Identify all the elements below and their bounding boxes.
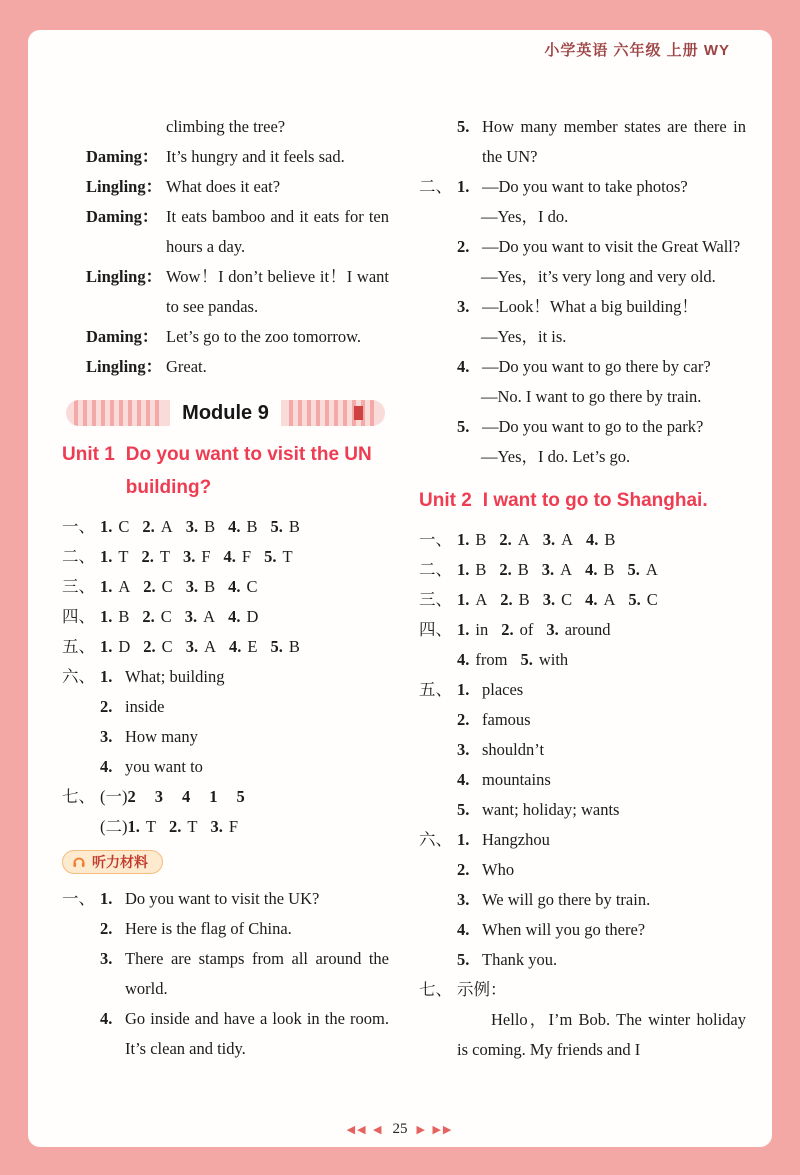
- item-answer: B: [475, 560, 487, 579]
- item-answer: B: [604, 530, 616, 549]
- item-text: When will you go there?: [482, 920, 646, 939]
- answer-item: [585, 555, 614, 585]
- item-number: 5.: [520, 650, 533, 669]
- section-label: 三、: [62, 577, 95, 596]
- answer-row: [419, 645, 746, 675]
- item-number: 2.: [142, 607, 155, 626]
- answer-item: [270, 632, 299, 662]
- section-label: 二、: [419, 560, 452, 579]
- answer-subitem: [62, 692, 389, 722]
- section-label: 四、: [419, 620, 452, 639]
- item-answer: D: [246, 607, 259, 626]
- item-answer: T: [145, 817, 156, 836]
- answer-row: [419, 525, 746, 555]
- item-number: 2.: [142, 517, 155, 536]
- answer-response: —No. I want to go there by train.: [481, 387, 702, 406]
- item-number: 3.: [210, 817, 223, 836]
- dialogue-text: Let’s go to the zoo tomorrow.: [166, 327, 362, 346]
- item-text: Thank you.: [482, 950, 558, 969]
- answer-subitem: [62, 752, 389, 782]
- item-text: —Do you want to go to the park?: [482, 417, 704, 436]
- item-number: 1.: [457, 680, 470, 699]
- item-number: 3.: [457, 890, 470, 909]
- module-banner: [66, 400, 385, 426]
- item-text: 示例：: [457, 980, 507, 999]
- answer-paragraph: Hello，I’m Bob. The winter holiday is coming. My friends and I: [457, 1010, 746, 1059]
- item-answer: A: [645, 560, 658, 579]
- item-answer: B: [204, 517, 216, 536]
- item-answer: B: [475, 530, 487, 549]
- section-label: 六、: [62, 667, 95, 686]
- item-text: Here is the flag of China.: [125, 919, 292, 938]
- speaker-name: Daming：: [86, 327, 159, 346]
- item-number: 1.: [127, 817, 140, 836]
- section-label: 一、: [419, 530, 452, 549]
- item-number: 5.: [457, 117, 470, 136]
- item-number: 3.: [542, 530, 556, 549]
- answer-item: [143, 572, 172, 602]
- item-number: 5.: [457, 417, 470, 436]
- answer-row: [419, 975, 746, 1005]
- item-number: 4.: [100, 1009, 113, 1028]
- item-text: There are stamps from all around the world.: [125, 949, 389, 998]
- left-column: [62, 112, 389, 1107]
- answer-item: [183, 542, 211, 572]
- answer-item: [186, 632, 216, 662]
- item-answer: T: [187, 817, 198, 836]
- answer-item: [142, 512, 172, 542]
- item-text: famous: [482, 710, 531, 729]
- answer-item: [143, 632, 172, 662]
- answer-item: [542, 555, 572, 585]
- item-answer: B: [517, 560, 529, 579]
- dialogue-line: [62, 352, 389, 382]
- listening-badge: [62, 850, 163, 874]
- answer-subitem: [419, 945, 746, 975]
- item-answer: from: [475, 650, 508, 669]
- item-number: 2.: [143, 577, 156, 596]
- answer-item: [142, 602, 171, 632]
- answer-item: [500, 585, 529, 615]
- answer-item: [586, 525, 615, 555]
- item-answer: B: [118, 607, 130, 626]
- answer-item: [457, 615, 488, 645]
- answer-response: —Yes，I do. Let’s go.: [481, 447, 631, 466]
- item-number: 2.: [168, 817, 182, 836]
- answer-group-prefix: (一): [100, 787, 128, 806]
- answer-subitem: [419, 232, 746, 262]
- answer-item: [457, 585, 487, 615]
- answer-item: [585, 585, 615, 615]
- answer-item: [520, 645, 568, 675]
- item-answer: in: [475, 620, 489, 639]
- dialogue-line: [62, 262, 389, 322]
- answer-item: [141, 542, 169, 572]
- item-number: 3.: [541, 560, 555, 579]
- answer-item: [210, 812, 238, 842]
- answer-item: [264, 542, 292, 572]
- item-number: 4.: [228, 577, 241, 596]
- dialogue-line: [62, 322, 389, 352]
- answer-row: [62, 572, 389, 602]
- answer-row: [62, 602, 389, 632]
- answer-item: [628, 585, 657, 615]
- item-answer: F: [241, 547, 252, 566]
- content-columns: [28, 30, 772, 1107]
- item-answer: A: [560, 560, 573, 579]
- answer-subitem: [62, 722, 389, 752]
- unit-title: [62, 438, 389, 504]
- section-label: 二、: [62, 547, 95, 566]
- item-number: 2.: [457, 710, 470, 729]
- item-number: 4.: [223, 547, 236, 566]
- item-answer: B: [603, 560, 615, 579]
- item-number: 3.: [457, 740, 470, 759]
- item-number: 5.: [627, 560, 640, 579]
- item-answer: with: [538, 650, 569, 669]
- item-answer: A: [204, 637, 216, 656]
- answer-item: [128, 782, 142, 812]
- answer-subitem: [62, 944, 389, 1004]
- answer-subitem: [419, 855, 746, 885]
- item-text: Who: [482, 860, 515, 879]
- item-number: 3.: [542, 590, 556, 609]
- answer-item: [546, 615, 610, 645]
- item-text: What; building: [125, 667, 225, 686]
- answer-subitem: [419, 885, 746, 915]
- item-number: 4.: [457, 357, 470, 376]
- item-number: 3.: [185, 577, 199, 596]
- item-number: 3.: [185, 517, 199, 536]
- item-answer: A: [517, 530, 530, 549]
- section-label: 六、: [419, 830, 452, 849]
- item-text: you want to: [125, 757, 203, 776]
- item-text: inside: [125, 697, 165, 716]
- answer-subitem: [419, 765, 746, 795]
- item-number: 2.: [100, 697, 113, 716]
- answer-row: [62, 812, 389, 842]
- answer-item: [228, 512, 257, 542]
- answer-item: [499, 525, 529, 555]
- item-text: How many: [125, 727, 198, 746]
- item-number: 1.: [457, 620, 470, 639]
- answer-subitem: [419, 735, 746, 765]
- item-number: 5: [236, 787, 245, 806]
- item-number: 4.: [585, 590, 598, 609]
- section-label: 五、: [62, 637, 95, 656]
- unit-title-text: Do you want to visit the UN building?: [125, 444, 372, 498]
- answer-row: [419, 675, 746, 705]
- answer-response: —Yes，it’s very long and very old.: [481, 267, 716, 286]
- item-answer: C: [160, 607, 172, 626]
- item-number: 1.: [100, 889, 113, 908]
- item-number: 1.: [457, 177, 470, 196]
- answer-item: [100, 632, 130, 662]
- item-number: 4: [182, 787, 191, 806]
- answer-subitem: [419, 112, 746, 172]
- item-text: Do you want to visit the UK?: [125, 889, 320, 908]
- speaker-name: Lingling：: [86, 267, 163, 286]
- item-number: 1.: [100, 637, 113, 656]
- answer-item: [543, 525, 573, 555]
- answer-item: [457, 525, 486, 555]
- item-number: 2: [127, 787, 136, 806]
- item-answer: A: [475, 590, 488, 609]
- book-header: 小学英语 六年级 上册 WY: [544, 42, 730, 59]
- item-number: 3.: [185, 637, 199, 656]
- next-arrows-icon: ▶ ▶▶: [416, 1123, 454, 1136]
- answer-item: [186, 512, 215, 542]
- item-number: 1.: [100, 517, 113, 536]
- item-number: 1.: [100, 547, 113, 566]
- item-text: —Do you want to take photos?: [482, 177, 688, 196]
- item-answer: around: [564, 620, 611, 639]
- item-number: 5.: [264, 547, 277, 566]
- item-number: 2.: [501, 620, 514, 639]
- banner-stripes-left: [74, 400, 162, 426]
- item-number: 1.: [100, 667, 113, 686]
- item-number: 1.: [100, 577, 113, 596]
- unit-number: Unit 1: [62, 444, 115, 465]
- dialogue-text: Wow！I don’t believe it！I want to see pandas.: [166, 267, 389, 316]
- item-number: 2.: [499, 560, 512, 579]
- item-number: 1.: [457, 530, 470, 549]
- answer-subitem: [419, 292, 746, 322]
- section-label: 七、: [419, 980, 452, 999]
- answer-response: —Yes，it is.: [481, 327, 567, 346]
- dialogue-text: What does it eat?: [166, 177, 281, 196]
- item-number: 4.: [585, 530, 599, 549]
- answer-row: [419, 172, 746, 202]
- right-column: [419, 112, 746, 1107]
- answer-subitem: [419, 412, 746, 442]
- answer-subitem: [419, 915, 746, 945]
- answer-row: [419, 615, 746, 645]
- item-number: 1.: [457, 590, 470, 609]
- unit-title: [419, 484, 746, 517]
- item-text: want; holiday; wants: [482, 800, 620, 819]
- item-answer: B: [288, 637, 300, 656]
- item-answer: B: [288, 517, 300, 536]
- answer-item: [237, 782, 251, 812]
- answer-item: [270, 512, 299, 542]
- item-answer: E: [247, 637, 258, 656]
- section-label: 五、: [419, 680, 452, 699]
- item-text: shouldn’t: [482, 740, 545, 759]
- item-number: 3.: [546, 620, 559, 639]
- item-number: 2.: [457, 237, 470, 256]
- item-number: 3.: [100, 949, 113, 968]
- answer-item: [169, 812, 197, 842]
- section-label: 一、: [62, 517, 95, 536]
- item-text: places: [482, 680, 524, 699]
- answer-row: [62, 662, 389, 692]
- unit-number: Unit 2: [419, 490, 472, 511]
- dialogue-text: It eats bamboo and it eats for ten hours a day.: [166, 207, 389, 256]
- speaker-name: Lingling：: [86, 357, 163, 376]
- item-number: 2.: [100, 919, 113, 938]
- answer-item: [228, 602, 258, 632]
- section-label: 四、: [62, 607, 95, 626]
- item-number: 2.: [500, 590, 513, 609]
- item-number: 3.: [182, 547, 196, 566]
- item-answer: C: [246, 577, 258, 596]
- item-number: 1.: [100, 607, 113, 626]
- item-answer: F: [228, 817, 238, 836]
- item-answer: C: [646, 590, 658, 609]
- answer-item: [224, 542, 252, 572]
- answer-row: [419, 585, 746, 615]
- answer-row: [62, 512, 389, 542]
- banner-stripes-right: [289, 400, 377, 426]
- answer-item: [186, 572, 215, 602]
- item-number: 3: [154, 787, 163, 806]
- item-number: 3.: [184, 607, 198, 626]
- answer-item: [627, 555, 657, 585]
- module-title: Module 9: [170, 400, 281, 426]
- answer-subitem: [62, 1004, 389, 1064]
- item-number: 2.: [499, 530, 512, 549]
- answer-item: [229, 632, 257, 662]
- item-number: 4.: [228, 637, 242, 656]
- page-sheet: [28, 30, 772, 1147]
- item-number: 5.: [628, 590, 641, 609]
- answer-group-prefix: (二): [100, 817, 128, 836]
- headphones-icon: [72, 855, 86, 869]
- answer-item: [100, 542, 128, 572]
- item-answer: T: [282, 547, 293, 566]
- item-number: 4.: [457, 920, 470, 939]
- item-number: 1.: [457, 560, 470, 579]
- page-footer: [28, 1121, 772, 1138]
- answer-item: [543, 585, 572, 615]
- item-text: —Look！What a big building！: [482, 297, 698, 316]
- answer-item: [182, 782, 196, 812]
- answer-response: —Yes，I do.: [481, 207, 569, 226]
- item-answer: A: [203, 607, 216, 626]
- item-number: 5.: [457, 950, 470, 969]
- item-answer: A: [118, 577, 131, 596]
- item-answer: C: [161, 577, 173, 596]
- item-answer: B: [204, 577, 216, 596]
- answer-item: [100, 512, 129, 542]
- item-number: 2.: [143, 637, 156, 656]
- answer-row: [62, 782, 389, 812]
- answer-item: [228, 572, 257, 602]
- item-number: 3.: [457, 297, 470, 316]
- item-text: mountains: [482, 770, 551, 789]
- item-answer: B: [518, 590, 530, 609]
- answer-item: [128, 812, 156, 842]
- item-number: 4.: [100, 757, 113, 776]
- item-answer: of: [519, 620, 534, 639]
- item-number: 5.: [270, 517, 283, 536]
- item-number: 2.: [141, 547, 154, 566]
- speaker-name: Lingling：: [86, 177, 163, 196]
- answer-item: [457, 645, 507, 675]
- item-text: Hangzhou: [482, 830, 550, 849]
- answer-row: [419, 825, 746, 855]
- answer-row: [62, 884, 389, 914]
- dialogue-line: [62, 202, 389, 262]
- dialogue-text: Great.: [166, 357, 207, 376]
- item-number: 4.: [457, 770, 470, 789]
- item-text: We will go there by train.: [482, 890, 651, 909]
- dialogue-line: [62, 172, 389, 202]
- item-answer: T: [118, 547, 129, 566]
- unit-title-text: I want to go to Shanghai.: [482, 490, 708, 511]
- answer-item: [501, 615, 533, 645]
- item-answer: F: [201, 547, 211, 566]
- banner-end-mark: [354, 406, 363, 420]
- item-number: 4.: [457, 650, 470, 669]
- page-number: 25: [392, 1121, 408, 1137]
- item-number: 5.: [270, 637, 283, 656]
- speaker-name: Daming：: [86, 147, 159, 166]
- item-number: 1.: [457, 830, 470, 849]
- item-text: How many member states are there in the UN?: [482, 117, 746, 166]
- item-number: 3.: [100, 727, 113, 746]
- answer-subitem: [62, 914, 389, 944]
- answer-item: [155, 782, 169, 812]
- item-answer: C: [561, 590, 573, 609]
- item-answer: D: [118, 637, 131, 656]
- item-answer: T: [159, 547, 170, 566]
- answer-item: [457, 555, 486, 585]
- answer-item: [100, 572, 130, 602]
- item-number: 5.: [457, 800, 470, 819]
- answer-row: [419, 555, 746, 585]
- answer-row: [62, 632, 389, 662]
- item-text: —Do you want to visit the Great Wall?: [482, 237, 741, 256]
- answer-subitem: [419, 705, 746, 735]
- speaker-name: Daming：: [86, 207, 159, 226]
- item-number: 4.: [585, 560, 598, 579]
- answer-item: [209, 782, 223, 812]
- item-text: Go inside and have a look in the room. It’s clean and tidy.: [125, 1009, 389, 1058]
- item-number: 2.: [457, 860, 470, 879]
- item-answer: B: [246, 517, 258, 536]
- answer-row: [62, 542, 389, 572]
- dialogue-line: [62, 142, 389, 172]
- item-answer: C: [161, 637, 173, 656]
- dialogue-continuation: climbing the tree?: [166, 117, 286, 136]
- item-number: 4.: [228, 517, 241, 536]
- item-number: 4.: [228, 607, 241, 626]
- listening-badge-label: 听力材料: [92, 854, 148, 870]
- section-label: 三、: [419, 590, 452, 609]
- prev-arrows-icon: ◀◀ ◀: [346, 1123, 384, 1136]
- item-answer: A: [160, 517, 173, 536]
- item-answer: C: [118, 517, 130, 536]
- section-label: 七、: [62, 787, 95, 806]
- item-number: 1: [209, 787, 218, 806]
- dialogue-text: It’s hungry and it feels sad.: [166, 147, 345, 166]
- item-text: —Do you want to go there by car?: [482, 357, 711, 376]
- answer-item: [185, 602, 215, 632]
- section-label: 二、: [419, 177, 452, 196]
- answer-subitem: [419, 352, 746, 382]
- section-label: 一、: [62, 889, 95, 908]
- answer-subitem: [419, 795, 746, 825]
- answer-item: [100, 602, 129, 632]
- item-answer: A: [561, 530, 573, 549]
- item-answer: A: [603, 590, 616, 609]
- listening-section: [62, 849, 389, 879]
- answer-item: [499, 555, 528, 585]
